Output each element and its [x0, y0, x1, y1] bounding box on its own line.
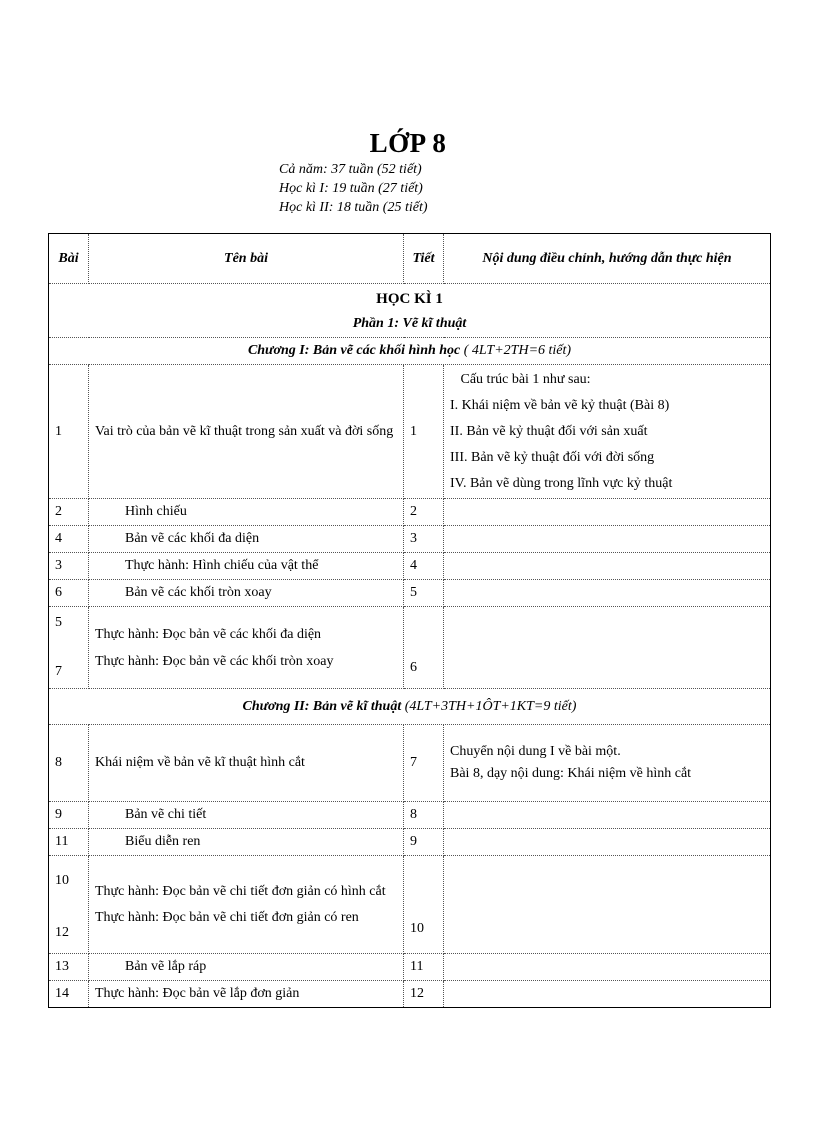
table-row — [49, 802, 771, 829]
page-title: LỚP 8 — [369, 128, 447, 158]
table-row — [49, 856, 771, 954]
ten-cell: Khái niệm về bản vẽ kĩ thuật hình cắt — [89, 725, 404, 802]
notes-cell — [444, 802, 771, 829]
table-row — [49, 553, 771, 580]
term1-summary: Học kì I: 19 tuần (27 tiết) — [279, 181, 423, 196]
term2-summary: Học kì II: 18 tuần (25 tiết) — [279, 200, 428, 215]
notes-cell — [444, 499, 771, 526]
table-row — [49, 954, 771, 981]
table-row — [49, 725, 771, 802]
note-line: Cấu trúc bài 1 như sau: — [450, 371, 591, 387]
notes-cell — [444, 580, 771, 607]
bai-a: 5 — [55, 615, 62, 630]
tiet-cell: 7 — [404, 725, 444, 802]
section-row — [49, 284, 771, 338]
ten-cell: Bản vẽ các khối đa diện — [89, 526, 404, 553]
chapter2-hours: (4LT+3TH+1ÔT+1KT=9 tiết) — [401, 698, 577, 714]
bai-cell: 3 — [49, 553, 89, 580]
bai-cell: 11 — [49, 829, 89, 856]
ten-a: Thực hành: Đọc bản vẽ các khối đa diện — [95, 626, 322, 642]
lesson-plan-table — [48, 233, 771, 1008]
ten-cell: Vai trò của bản vẽ kĩ thuật trong sản xuất và đời sống — [89, 365, 404, 499]
ten-cell — [89, 856, 404, 954]
tiet-cell: 12 — [404, 981, 444, 1008]
bai-cell — [49, 607, 89, 689]
tiet-cell: 10 — [404, 856, 444, 954]
bai-b: 7 — [55, 664, 62, 679]
tiet-cell: 3 — [404, 526, 444, 553]
ten-cell: Hình chiếu — [89, 499, 404, 526]
bai-cell: 14 — [49, 981, 89, 1008]
ten-cell: Thực hành: Hình chiếu của vật thể — [89, 553, 404, 580]
bai-cell: 6 — [49, 580, 89, 607]
chapter-row — [49, 338, 771, 365]
tiet-cell: 11 — [404, 954, 444, 981]
bai-a: 10 — [55, 873, 69, 888]
ten-cell: Bản vẽ các khối tròn xoay — [89, 580, 404, 607]
notes-cell — [444, 856, 771, 954]
header-bai: Bài — [49, 234, 89, 284]
bai-b: 12 — [55, 925, 69, 940]
table-row — [49, 365, 771, 499]
chapter1-hours: ( 4LT+2TH=6 tiết) — [460, 343, 572, 358]
notes-cell — [444, 553, 771, 580]
semester-heading: HỌC KÌ 1 — [376, 291, 443, 307]
header-ten-bai: Tên bài — [89, 234, 404, 284]
tiet-cell: 9 — [404, 829, 444, 856]
bai-cell: 9 — [49, 802, 89, 829]
notes-cell — [444, 365, 771, 499]
ten-cell: Bản vẽ chi tiết — [89, 802, 404, 829]
table-row — [49, 580, 771, 607]
note-line: II. Bản vẽ kỷ thuật đối với sản xuất — [450, 423, 648, 439]
note-line: I. Khái niệm về bản vẽ kỷ thuật (Bài 8) — [450, 397, 670, 413]
chapter-row — [49, 689, 771, 725]
notes-cell — [444, 607, 771, 689]
tiet-cell: 4 — [404, 553, 444, 580]
notes-cell — [444, 829, 771, 856]
bai-cell — [49, 856, 89, 954]
notes-cell — [444, 725, 771, 802]
ten-b: Thực hành: Đọc bản vẽ chi tiết đơn giản có ren — [95, 909, 359, 925]
chapter1-name: Chương I: Bản vẽ các khối hình học — [247, 343, 461, 358]
table-header-row — [49, 234, 771, 284]
bai-cell: 4 — [49, 526, 89, 553]
ten-cell — [89, 607, 404, 689]
header-noi-dung: Nội dung điều chỉnh, hướng dẫn thực hiện — [444, 234, 771, 284]
note-line: IV. Bản vẽ dùng trong lĩnh vực kỷ thuật — [450, 475, 673, 491]
table-row — [49, 526, 771, 553]
bai-cell: 8 — [49, 725, 89, 802]
tiet-cell: 1 — [404, 365, 444, 499]
note-line: Chuyển nội dung I về bài một. — [450, 744, 621, 759]
tiet-cell: 5 — [404, 580, 444, 607]
notes-cell — [444, 954, 771, 981]
tiet-cell: 8 — [404, 802, 444, 829]
table-row — [49, 607, 771, 689]
ten-cell: Bản vẽ lắp ráp — [89, 954, 404, 981]
bai-cell: 1 — [49, 365, 89, 499]
ten-b: Thực hành: Đọc bản vẽ các khối tròn xoay — [95, 653, 334, 669]
table-row — [49, 981, 771, 1008]
notes-cell — [444, 981, 771, 1008]
bai-cell: 13 — [49, 954, 89, 981]
bai-cell: 2 — [49, 499, 89, 526]
notes-cell — [444, 526, 771, 553]
tiet-cell: 6 — [404, 607, 444, 689]
note-line: Bài 8, dạy nội dung: Khái niệm về hình cắt — [450, 766, 692, 781]
tiet-cell: 2 — [404, 499, 444, 526]
ten-a: Thực hành: Đọc bản vẽ chi tiết đơn giản có hình cắt — [95, 883, 386, 899]
year-summary: Cả năm: 37 tuần (52 tiết) — [279, 162, 422, 177]
note-line: III. Bản vẽ kỷ thuật đối với đời sống — [450, 449, 655, 465]
chapter2-name: Chương II: Bản vẽ kĩ thuật — [242, 698, 402, 714]
header-tiet: Tiết — [404, 234, 444, 284]
table-row — [49, 499, 771, 526]
ten-cell: Thực hành: Đọc bản vẽ lắp đơn giản — [89, 981, 404, 1008]
part-heading: Phần 1: Vẽ kĩ thuật — [352, 316, 467, 331]
ten-cell: Biểu diễn ren — [89, 829, 404, 856]
table-row — [49, 829, 771, 856]
